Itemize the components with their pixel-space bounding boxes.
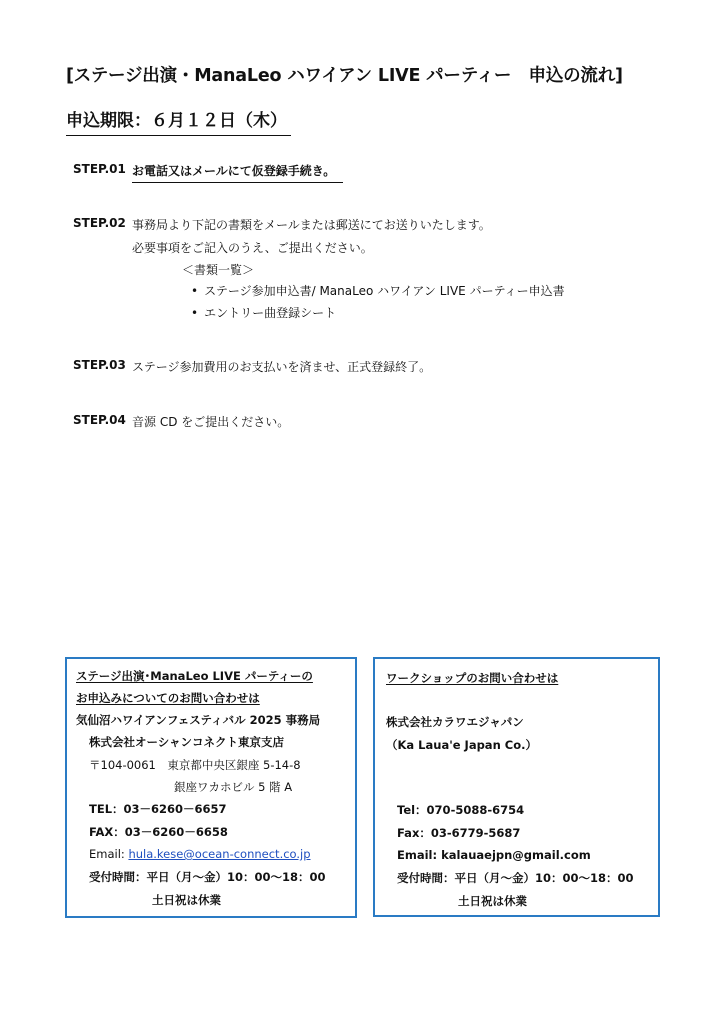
- step-04-text: 音源 CD をご提出ください。: [132, 415, 290, 429]
- step-02-label: STEP.02: [73, 216, 126, 230]
- closed-days: 土日祝は休業: [458, 894, 527, 908]
- step-03-label: STEP.03: [73, 358, 126, 372]
- step-02-line-2: 必要事項をご記入のうえ、ご提出ください。: [132, 241, 373, 255]
- page-title: [ステージ出演・ManaLeo ハワイアン LIVE パーティー 申込の流れ]: [66, 66, 623, 86]
- email-link[interactable]: hula.kese@ocean-connect.co.jp: [128, 847, 311, 861]
- email-label: Email:: [89, 847, 125, 861]
- step-04-label: STEP.04: [73, 413, 126, 427]
- office-hours: 受付時間：平日（月～金）10：00～18：00: [89, 870, 326, 884]
- email-row: [89, 847, 311, 861]
- closed-days: 土日祝は休業: [152, 893, 221, 907]
- fax-number: Fax：03-6779-5687: [397, 826, 521, 840]
- document-list-item: • エントリー曲登録シート: [191, 304, 336, 321]
- address-line-1: 〒104-0061 東京都中央区銀座 5-14-8: [89, 758, 301, 772]
- tel-number: TEL：03－6260－6657: [89, 802, 227, 816]
- document-list-heading: ＜書類一覧＞: [182, 263, 255, 277]
- company-name: 株式会社カラワエジャパン: [386, 715, 524, 729]
- organizer-name: 気仙沼ハワイアンフェスティバル 2025 事務局: [76, 713, 321, 727]
- workshop-contact-heading: ワークショップのお問い合わせは: [386, 671, 559, 685]
- step-01-label: STEP.01: [73, 162, 126, 176]
- step-01-text: お電話又はメールにて仮登録手続き。: [132, 162, 343, 183]
- stage-contact-heading-2: お申込みについてのお問い合わせは: [76, 691, 260, 705]
- step-02-line-1: 事務局より下記の書類をメールまたは郵送にてお送りいたします。: [132, 218, 491, 232]
- document-list-item: • ステージ参加申込書/ ManaLeo ハワイアン LIVE パーティー申込書: [191, 282, 565, 299]
- email-address: Email: kalauaejpn@gmail.com: [397, 848, 591, 862]
- stage-contact-heading-1: ステージ出演･ManaLeo LIVE パーティーの: [76, 669, 313, 683]
- address-line-2: 銀座ワカホビル 5 階 A: [174, 780, 293, 794]
- application-deadline: 申込期限：６月１２日（木）: [66, 106, 291, 136]
- tel-number: Tel：070-5088-6754: [397, 803, 525, 817]
- step-03-text: ステージ参加費用のお支払いを済ませ、正式登録終了。: [132, 360, 432, 374]
- office-hours: 受付時間：平日（月～金）10：00～18：00: [397, 871, 634, 885]
- stage-contact-box: [65, 657, 357, 918]
- workshop-contact-box: [373, 657, 660, 917]
- company-name-en: （Ka Laua'e Japan Co.）: [386, 738, 537, 752]
- company-name: 株式会社オーシャンコネクト東京支店: [89, 735, 285, 749]
- fax-number: FAX：03－6260－6658: [89, 825, 228, 839]
